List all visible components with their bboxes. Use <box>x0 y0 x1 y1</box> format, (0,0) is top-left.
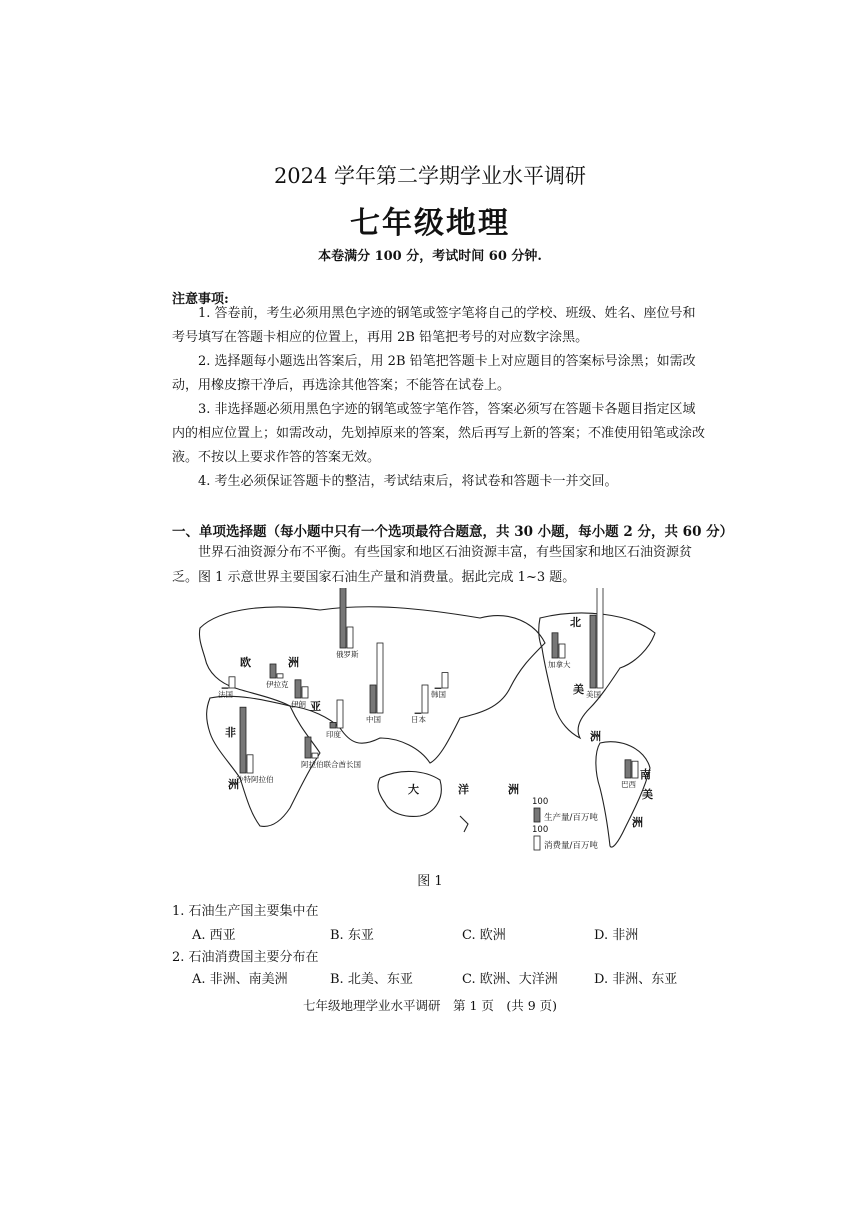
consumption-bar <box>312 753 318 758</box>
production-bar <box>415 713 421 714</box>
production-bar <box>305 737 311 758</box>
country-label: 加拿大 <box>548 660 571 669</box>
option-a: A. 非洲、南美洲 <box>192 972 288 987</box>
section-heading: 一、单项选择题（每小题中只有一个选项最符合题意，共 30 小题，每小题 2 分，共 60 分） <box>172 524 734 540</box>
country-label: 俄罗斯 <box>336 650 359 659</box>
exam-title: 2024 学年第二学期学业水平调研 <box>273 164 587 188</box>
production-bar <box>240 707 246 773</box>
country-label: 沙特阿拉伯 <box>236 775 274 784</box>
option-d: D. 非洲、东亚 <box>594 972 678 987</box>
exam-info: 本卷满分 100 分，考试时间 60 分钟. <box>318 249 542 264</box>
figure-caption: 图 1 <box>417 874 443 889</box>
continent-label: 洲 <box>590 730 601 743</box>
consumption-bar <box>302 687 308 698</box>
consumption-bar <box>277 674 283 678</box>
country-label: 印度 <box>326 730 341 739</box>
option-c: C. 欧洲、大洋洲 <box>462 972 558 987</box>
production-bar <box>590 615 596 688</box>
world-oil-map <box>180 588 700 858</box>
continent-label: 洲 <box>288 656 299 669</box>
continent-label: 大 <box>408 783 419 796</box>
country-label: 韩国 <box>431 690 446 699</box>
country-label: 伊拉克 <box>266 680 289 689</box>
production-bar <box>552 633 558 658</box>
legend-consumption-swatch <box>534 836 540 850</box>
consumption-bar <box>442 673 448 688</box>
continent-label: 美 <box>573 683 584 696</box>
production-bar <box>370 685 376 713</box>
country-label: 中国 <box>366 715 381 724</box>
continent-label: 洲 <box>632 816 643 829</box>
section-intro: 世界石油资源分布不平衡。有些国家和地区石油资源丰富，有些国家和地区石油资源贫乏。图 1 示意世界主要国家石油生产量和消费量。据此完成 1~3 题。 <box>172 545 693 585</box>
continent-label: 洲 <box>508 783 519 796</box>
production-bar <box>222 688 228 689</box>
consumption-bar <box>632 761 638 778</box>
notice-item: 1. 答卷前，考生必须用黑色字迹的钢笔或签字笔将自己的学校、班级、姓名、座位号和考号填写在答题卡相应的位置上，再用 2B 铅笔把考号的对应数字涂黑。 <box>172 306 696 345</box>
country-label: 阿拉伯联合酋长国 <box>301 760 361 769</box>
consumption-bar <box>597 588 603 688</box>
continent-label: 非 <box>225 726 236 739</box>
consumption-bar <box>559 644 565 658</box>
continent-label: 美 <box>642 788 653 801</box>
production-bar <box>330 722 336 728</box>
production-bar <box>270 664 276 678</box>
continent-label: 亚 <box>310 700 321 713</box>
notice-heading: 注意事项: <box>172 292 229 307</box>
option-b: B. 东亚 <box>330 928 374 943</box>
option-b: B. 北美、东亚 <box>330 972 413 987</box>
question-stem: 2. 石油消费国主要分布在 <box>172 950 319 965</box>
country-label: 法国 <box>218 690 233 699</box>
option-a: A. 西亚 <box>192 928 236 943</box>
production-bar <box>340 588 346 648</box>
production-bar <box>295 680 301 698</box>
continent-label: 欧 <box>240 656 251 669</box>
notice-item: 3. 非选择题必须用黑色字迹的钢笔或签字笔作答，答案必须写在答题卡各题目指定区域内的相应位置上；如需改动，先划掉原来的答案，然后再写上新的答案；不准使用铅笔或涂改液。不按以上要求作答的答案无效。 <box>172 402 706 465</box>
continent-label: 南 <box>640 768 651 781</box>
continent-label: 洋 <box>458 783 469 796</box>
question-stem: 1. 石油生产国主要集中在 <box>172 904 319 919</box>
country-label: 伊朗 <box>291 700 306 709</box>
legend-production-swatch <box>534 808 540 822</box>
consumption-bar <box>347 627 353 648</box>
consumption-bar <box>229 677 235 688</box>
country-label: 巴西 <box>621 780 636 789</box>
continent-label: 洲 <box>228 778 239 791</box>
consumption-bar <box>377 643 383 713</box>
page-footer: 七年级地理学业水平调研 第 1 页 (共 9 页) <box>302 998 558 1013</box>
production-bar <box>625 760 631 778</box>
continent-label: 北 <box>570 616 581 629</box>
legend-scale: 100 <box>532 825 549 835</box>
option-d: D. 非洲 <box>594 928 639 943</box>
country-label: 日本 <box>411 715 426 724</box>
production-bar <box>435 688 441 689</box>
legend-consumption: 消费量/百万吨 <box>544 841 598 851</box>
consumption-bar <box>247 755 253 773</box>
consumption-bar <box>422 685 428 713</box>
option-c: C. 欧洲 <box>462 928 506 943</box>
subject-title: 七年级地理 <box>350 206 510 241</box>
legend-scale: 100 <box>532 797 549 807</box>
country-label: 美国 <box>586 690 601 699</box>
notice-item: 4. 考生必须保证答题卡的整洁，考试结束后，将试卷和答题卡一并交回。 <box>198 474 618 489</box>
notice-item: 2. 选择题每小题选出答案后，用 2B 铅笔把答题卡上对应题目的答案标号涂黑；如需改动，用橡皮擦干净后，再选涂其他答案；不能答在试卷上。 <box>172 354 696 393</box>
legend-production: 生产量/百万吨 <box>544 813 598 823</box>
consumption-bar <box>337 700 343 728</box>
